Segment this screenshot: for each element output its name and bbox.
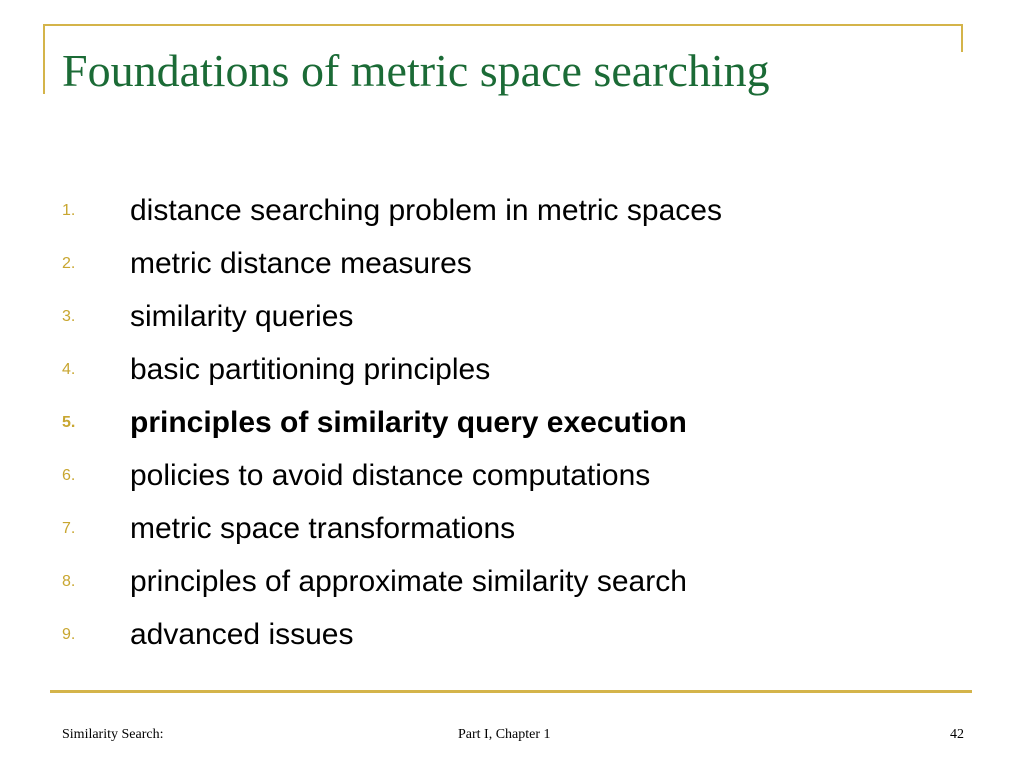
topic-list: [62, 184, 722, 661]
topic-number: 7.: [62, 519, 76, 537]
footer-course-title: Similarity Search:: [62, 727, 164, 742]
topic-item-2: [62, 237, 722, 290]
topic-item-3: [62, 290, 722, 343]
slide-title: Foundations of metric space searching: [62, 45, 770, 96]
topic-number: 8.: [62, 572, 76, 590]
title-frame-top-line: [43, 24, 963, 26]
footer-divider: [50, 690, 972, 693]
topic-label: basic partitioning principles: [130, 352, 491, 386]
topic-item-4: [62, 343, 722, 396]
topic-label: similarity queries: [130, 299, 354, 333]
topic-label: metric distance measures: [130, 246, 472, 280]
topic-label: distance searching problem in metric spaces: [130, 193, 722, 227]
topic-number: 4.: [62, 360, 76, 378]
topic-item-8: [62, 555, 722, 608]
topic-label: advanced issues: [130, 617, 354, 651]
topic-item-5: [62, 396, 722, 449]
topic-item-6: [62, 449, 722, 502]
topic-label: metric space transformations: [130, 511, 516, 545]
topic-number: 5.: [62, 413, 76, 431]
title-frame-right-line: [961, 24, 963, 52]
topic-number: 3.: [62, 307, 76, 325]
topic-number: 6.: [62, 466, 76, 484]
title-frame-left-line: [43, 24, 45, 94]
topic-label: policies to avoid distance computations: [130, 458, 651, 492]
footer-page-number: 42: [950, 727, 964, 742]
topic-item-1: [62, 184, 722, 237]
topic-number: 1.: [62, 201, 76, 219]
topic-item-7: [62, 502, 722, 555]
topic-label: principles of approximate similarity search: [130, 564, 687, 598]
topic-number: 9.: [62, 625, 76, 643]
topic-item-9: [62, 608, 722, 661]
topic-number: 2.: [62, 254, 76, 272]
topic-label: principles of similarity query execution: [130, 405, 687, 439]
footer-chapter: Part I, Chapter 1: [458, 727, 551, 742]
